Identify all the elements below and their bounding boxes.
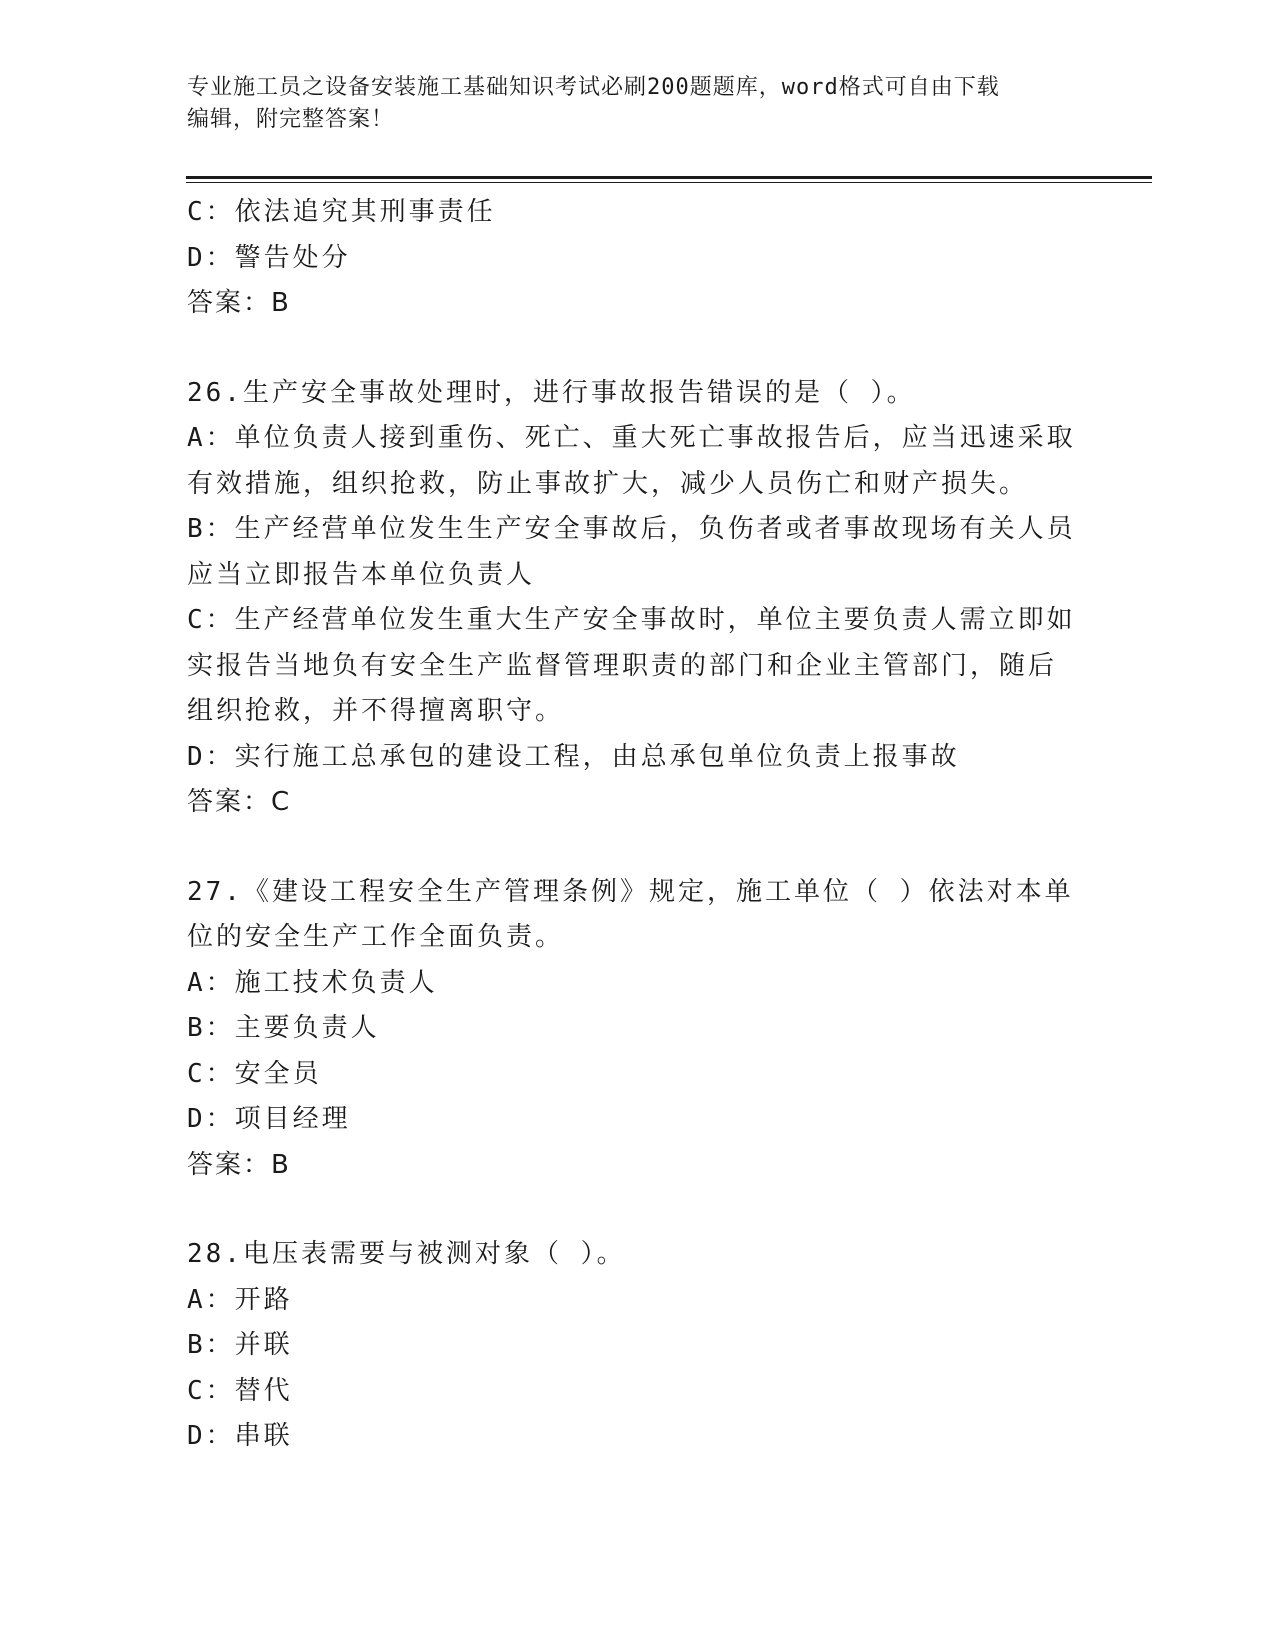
- header-line-1: 专业施工员之设备安装施工基础知识考试必刷200题题库，word格式可自由下载: [187, 75, 1000, 100]
- q27-stem-line-1: 27.《建设工程安全生产管理条例》规定，施工单位（ ）依法对本单: [187, 876, 1074, 907]
- question-list: [187, 190, 1087, 1460]
- q28-option-d: D：串联: [187, 1421, 293, 1451]
- q26-option-c-line-1: C：生产经营单位发生重大生产安全事故时，单位主要负责人需立即如: [187, 605, 1076, 635]
- q27-option-b: B：主要负责人: [187, 1013, 380, 1043]
- q27-answer: 答案：B: [187, 1149, 291, 1180]
- question-28: [187, 1232, 1087, 1460]
- q26-option-d: D：实行施工总承包的建设工程，由总承包单位负责上报事故: [187, 741, 960, 772]
- q28-option-b: B：并联: [187, 1330, 293, 1360]
- q27-stem-line-2: 位的安全生产工作全面负责。: [187, 922, 565, 952]
- q25-answer: 答案：B: [187, 288, 291, 318]
- q26-option-c-line-3: 组织抢救，并不得擅离职守。: [187, 696, 565, 726]
- q27-option-a: A：施工技术负责人: [187, 967, 438, 998]
- header-rule-thick: [186, 176, 1152, 179]
- q26-stem: 26.生产安全事故处理时，进行事故报告错误的是（ ）。: [187, 377, 916, 408]
- q27-option-d: D：项目经理: [187, 1104, 351, 1134]
- question-26: [187, 371, 1087, 826]
- q26-option-b-line-2: 应当立即报告本单位负责人: [187, 559, 536, 590]
- q25-option-c: C：依法追究其刑事责任: [187, 197, 496, 227]
- header-rule-thin: [186, 182, 1152, 183]
- header-line-2: 编辑，附完整答案！: [187, 107, 395, 132]
- question-25-tail: [187, 190, 1087, 327]
- document-header: [187, 72, 1087, 136]
- q26-option-c-line-2: 实报告当地负有安全生产监督管理职责的部门和企业主管部门，随后: [187, 650, 1058, 681]
- q28-option-a: A：开路: [187, 1284, 293, 1315]
- q26-option-a-line-1: A：单位负责人接到重伤、死亡、重大死亡事故报告后，应当迅速采取: [187, 423, 1076, 453]
- q26-option-b-line-1: B：生产经营单位发生生产安全事故后，负伤者或者事故现场有关人员: [187, 514, 1076, 544]
- q28-stem: 28.电压表需要与被测对象（ ）。: [187, 1239, 626, 1269]
- q26-option-a-line-2: 有效措施，组织抢救，防止事故扩大，减少人员伤亡和财产损失。: [187, 468, 1029, 499]
- q27-option-c: C：安全员: [187, 1058, 322, 1089]
- q26-answer: 答案：C: [187, 787, 292, 817]
- q28-option-c: C：替代: [187, 1375, 293, 1406]
- question-27: [187, 870, 1087, 1189]
- q25-option-d: D：警告处分: [187, 242, 351, 273]
